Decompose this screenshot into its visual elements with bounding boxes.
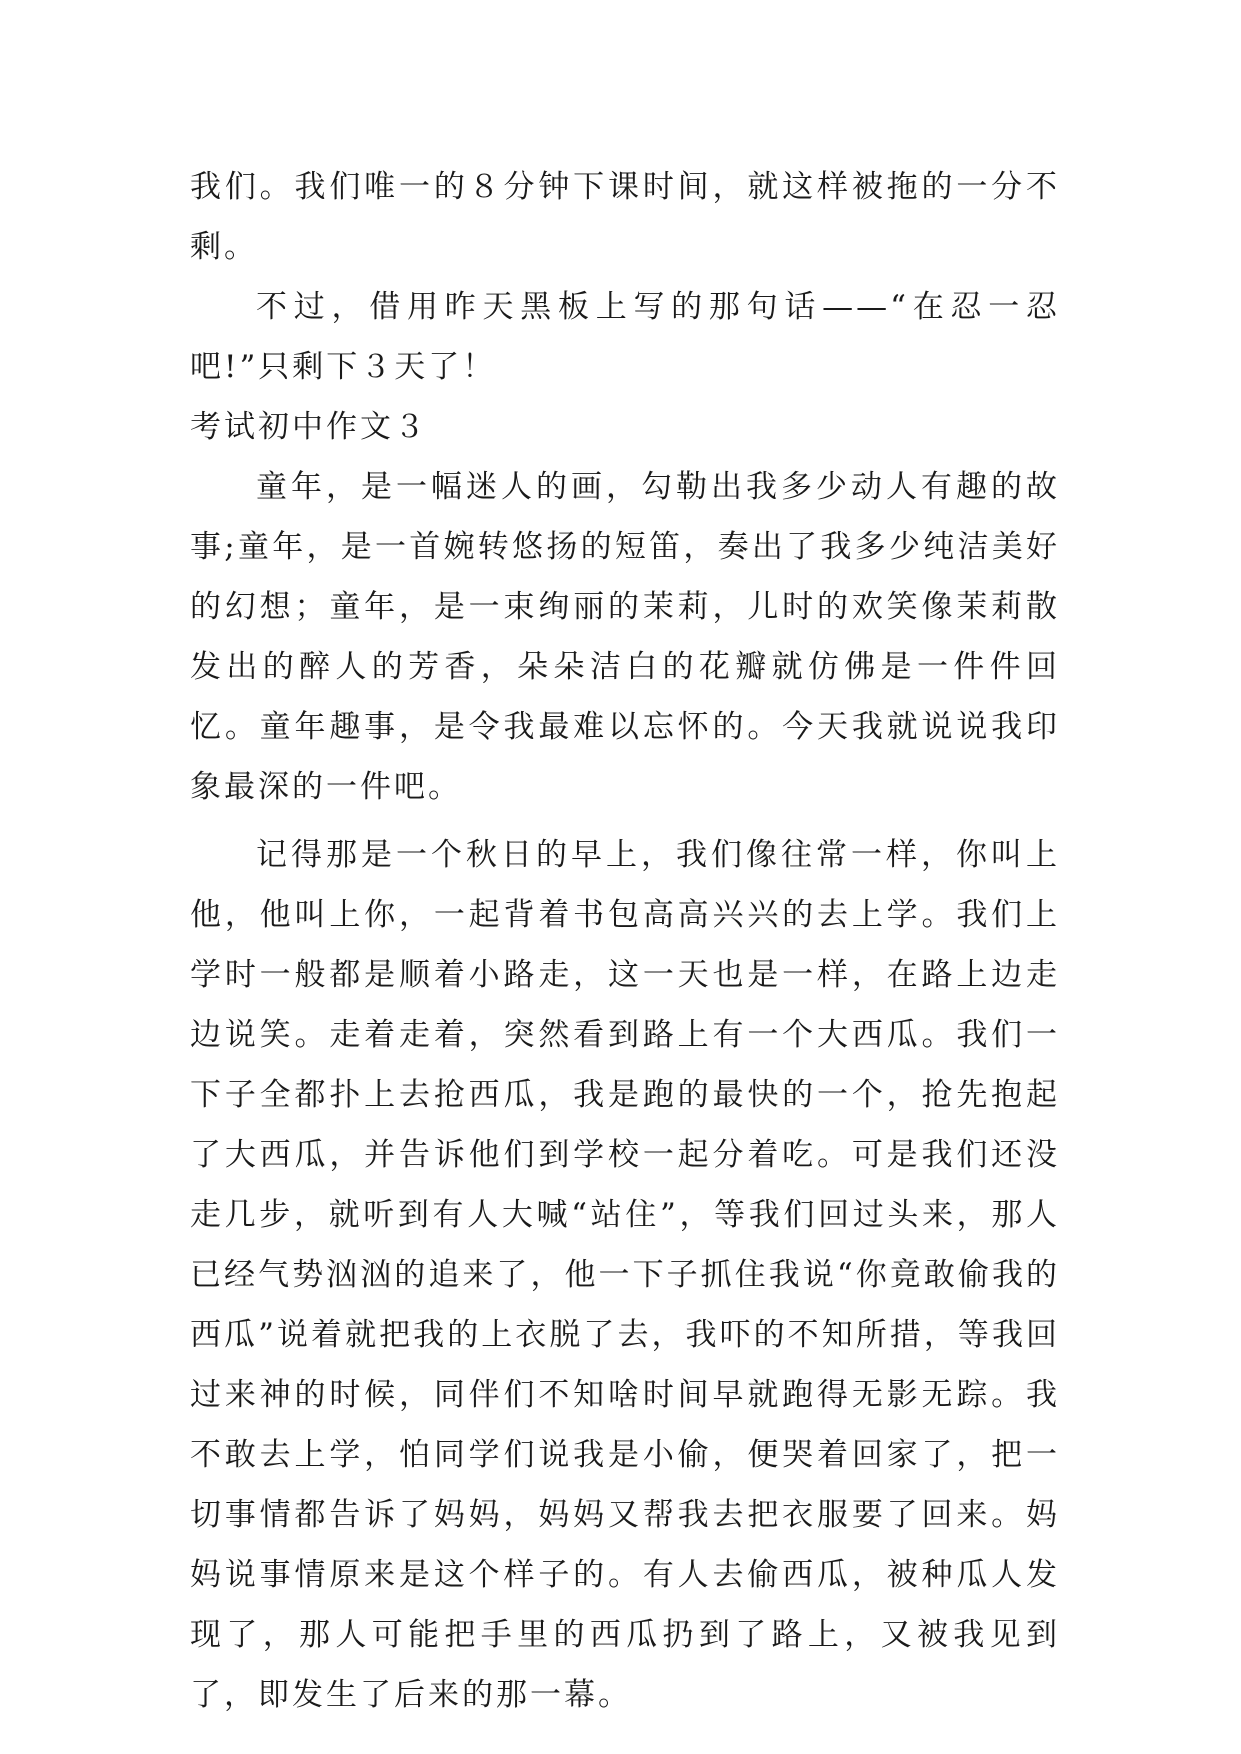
paragraph-story: 记得那是一个秋日的早上，我们像往常一样，你叫上他，他叫上你，一起背着书包高高兴兴的去上学。我们上学时一般都是顺着小路走，这一天也是一样，在路上边走边说笑。走着走着，突然看到路上有一个大西瓜。我们一下子全都扑上去抢西瓜，我是跑的最快的一个，抢先抱起了大西瓜，并告诉他们到学校一起分着吃。可是我们还没走几步，就听到有人大喊“站住”，等我们回过头来，那人已经气势汹汹的追来了，他一下子抓住我说“你竟敢偷我的西瓜”说着就把我的上衣脱了去，我吓的不知所措，等我回过来神的时候，同伴们不知啥时间早就跑得无影无踪。我不敢去上学，怕同学们说我是小偷，便哭着回家了，把一切事情都告诉了妈妈，妈妈又帮我去把衣服要了回来。妈妈说事情原来是这个样子的。有人去偷西瓜，被种瓜人发现了，那人可能把手里的西瓜扔到了路上，又被我见到了，即发生了后来的那一幕。 [190,837,1060,1713]
document-body [190,157,1060,1725]
paragraph-last-days: 不过，借用昨天黑板上写的那句话——“在忍一忍吧!”只剩下３天了！ [190,289,1060,385]
paragraph-gap [190,817,1060,825]
paragraph-childhood: 童年，是一幅迷人的画，勾勒出我多少动人有趣的故事;童年，是一首婉转悠扬的短笛，奏出了我多少纯洁美好的幻想；童年，是一束绚丽的茉莉，儿时的欢笑像茉莉散发出的醉人的芳香，朵朵洁白的花瓣就仿佛是一件件回忆。童年趣事，是令我最难以忘怀的。今天我就说说我印象最深的一件吧。 [190,469,1060,805]
paragraph-continuation: 我们。我们唯一的８分钟下课时间，就这样被拖的一分不剩。 [190,169,1060,265]
essay-heading: 考试初中作文３ [190,409,428,445]
